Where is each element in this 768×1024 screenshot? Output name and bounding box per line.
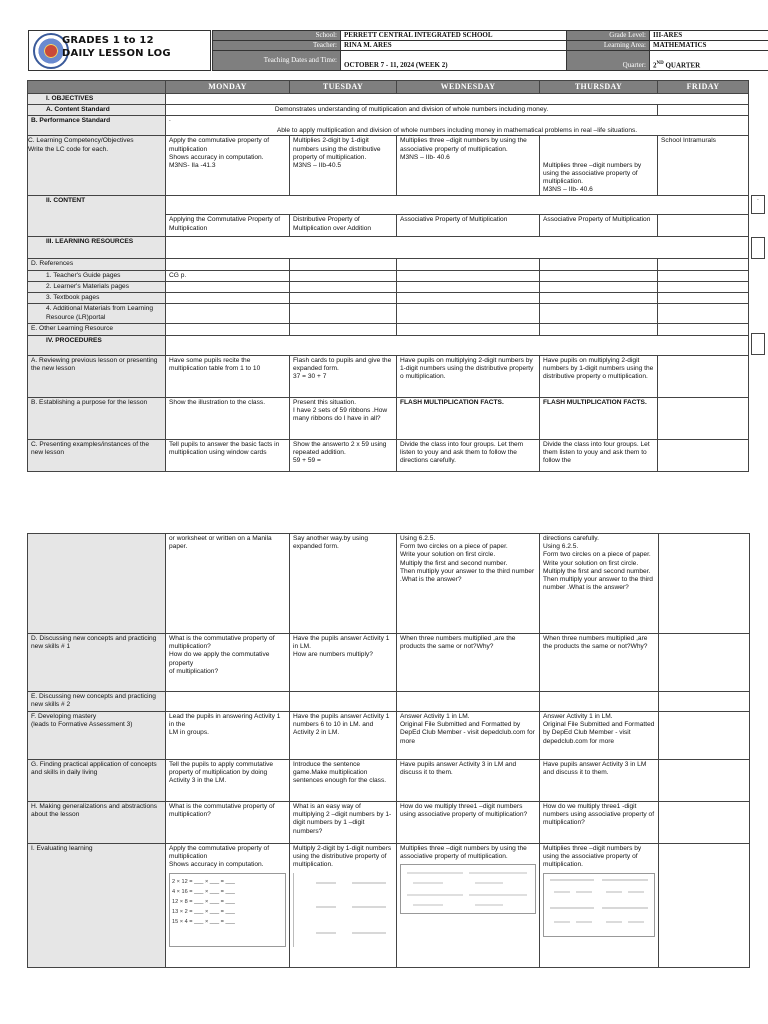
- quarter-suffix: ND: [656, 60, 664, 66]
- ref-mon: [166, 259, 290, 270]
- worksheet-item-5: 15 × 4 = ___ × ___ = ___: [172, 918, 235, 925]
- proc-a-friday: [658, 355, 749, 397]
- area-label: Learning Area:: [567, 41, 650, 51]
- proc-c-label: C. Presenting examples/instances of the new lesson: [28, 439, 166, 471]
- lm-label: 2. Learner's Materials pages: [28, 281, 166, 292]
- proc-c-wednesday: Divide the class into four groups. Let them listen to youy and ask them to follow the directions carefully.: [397, 439, 540, 471]
- proc-i-wednesday-text: Multiplies three –digit numbers by using the associative property of multiplication.: [400, 845, 527, 861]
- performance-standard-label: B. Performance Standard: [28, 116, 166, 136]
- proc-c-tuesday: Show the answerto 2 x 59 using repeated addition. 59 + 59 =: [290, 439, 397, 471]
- proc-g-monday: Tell the pupils to apply commutative property of multiplication by doing Activity 3 in the LM.: [166, 760, 290, 802]
- lm-mon: [166, 281, 290, 292]
- tb-fri: [658, 293, 749, 304]
- worksheet-wednesday-image: [400, 864, 536, 914]
- proc-d-friday: [659, 634, 750, 692]
- proc-i-monday-text: Apply the commutative property of multiplication Shows accuracy in computation.: [169, 845, 270, 869]
- proc-i-wednesday: [397, 844, 540, 968]
- lc-wednesday: Multiplies three –digit numbers by using the associative property of multiplication. M3NS – IIb- 40.6: [397, 136, 540, 196]
- day-wednesday: WEDNESDAY: [397, 81, 540, 94]
- proc-b-wednesday: FLASH MULTIPLICATION FACTS.: [397, 397, 540, 439]
- proc-i-label: I. Evaluating learning: [28, 844, 166, 968]
- proc-i-tuesday: [290, 844, 397, 968]
- lr-fri: [658, 304, 749, 324]
- ref-tue: [290, 259, 397, 270]
- proc-i-monday: [166, 844, 290, 968]
- proc-g-thursday: Have pupils answer Activity 3 in LM and discuss it to them.: [540, 760, 659, 802]
- proc-h-friday: [659, 802, 750, 844]
- or-wed: [397, 324, 540, 335]
- proc-g-friday: [659, 760, 750, 802]
- lm-fri: [658, 281, 749, 292]
- or-mon: [166, 324, 290, 335]
- proc-c-thursday: Divide the class into four groups. Let them listen to youy and ask them to follow the: [540, 439, 658, 471]
- worksheet-item-2: 4 × 16 = ___ × ___ = ___: [172, 888, 235, 895]
- content-standard: Demonstrates understanding of multiplication and division of whole numbers including money.: [166, 105, 658, 116]
- school-value: PERRETT CENTRAL INTEGRATED SCHOOL: [341, 31, 567, 41]
- resources-side-box: [751, 237, 765, 259]
- proc-g-wednesday: Have pupils answer Activity 3 in LM and discuss it to them.: [397, 760, 540, 802]
- lm-thu: [540, 281, 658, 292]
- lesson-table-page-1: [27, 80, 749, 472]
- ref-thu: [540, 259, 658, 270]
- e-fri: [659, 692, 750, 712]
- proc-c-cont-friday: [659, 534, 750, 634]
- proc-h-monday: What is the commutative property of multiplication?: [166, 802, 290, 844]
- dates-label: Teaching Dates and Time:: [213, 51, 341, 71]
- worksheet-wednesday-lines: [403, 867, 531, 911]
- worksheet-tuesday-lines: [296, 875, 388, 941]
- proc-f-wednesday: Answer Activity 1 in LM. Original File Submitted and Formatted by DepEd Club Member - visit depedclub.com for more: [397, 712, 540, 760]
- proc-f-tuesday: Have the pupils answer Activity 1 numbers 6 to 10 in LM. and Activity 2 in LM.: [290, 712, 397, 760]
- other-resource-label: E. Other Learning Resource: [28, 324, 166, 335]
- procedures-blank: [166, 335, 749, 355]
- tb-mon: [166, 293, 290, 304]
- e-mon: [166, 692, 290, 712]
- proc-d-thursday: When three numbers multiplied ,are the products the same or not?Why?: [540, 634, 659, 692]
- proc-i-thursday: [540, 844, 659, 968]
- proc-i-tuesday-text: Multiply 2-digit by 1-digit numbers using the distributive property of multiplication.: [293, 845, 392, 869]
- proc-b-thursday: FLASH MULTIPLICATION FACTS.: [540, 397, 658, 439]
- procedures-side-box: [751, 333, 765, 355]
- lc-tuesday: Multiplies 2-digit by 1-digit numbers using the distributive property of multiplication. M3NS – IIb-40.5: [290, 136, 397, 196]
- lr-wed: [397, 304, 540, 324]
- proc-b-label: B. Establishing a purpose for the lesson: [28, 397, 166, 439]
- content-friday: [658, 215, 749, 237]
- day-friday: FRIDAY: [658, 81, 749, 94]
- tg-monday: CG p.: [166, 270, 290, 281]
- proc-e-label: E. Discussing new concepts and practicing new skills # 2: [28, 692, 166, 712]
- or-fri: [658, 324, 749, 335]
- proc-a-monday: Have some pupils recite the multiplication table from 1 to 10: [166, 355, 290, 397]
- proc-g-label: G. Finding practical application of concepts and skills in daily living: [28, 760, 166, 802]
- proc-a-thursday: Have pupils on multiplying 2-digit numbers by 1-digit numbers using the distributive property o multiplication.: [540, 355, 658, 397]
- day-monday: MONDAY: [166, 81, 290, 94]
- content-tuesday: Distributive Property of Multiplication over Addition: [290, 215, 397, 237]
- proc-g-tuesday: Introduce the sentence game.Make multiplication sentences enough for the class.: [290, 760, 397, 802]
- proc-b-friday: [658, 397, 749, 439]
- worksheet-item-3: 12 × 8 = ___ × ___ = ___: [172, 898, 235, 905]
- grade-value: III-ARES: [650, 31, 768, 41]
- worksheet-item-1: 2 × 12 = ___ × ___ = ___: [172, 878, 235, 885]
- lm-wed: [397, 281, 540, 292]
- proc-f-thursday: Answer Activity 1 in LM. Original File Submitted and Formatted by DepEd Club Member - visit depedclub.com for more: [540, 712, 659, 760]
- proc-i-thursday-text: Multiplies three –digit numbers by using the associative property of multiplication.: [543, 845, 642, 869]
- tg-tue: [290, 270, 397, 281]
- title-dll: DAILY LESSON LOG: [62, 48, 171, 59]
- grade-label: Grade Level:: [567, 31, 650, 41]
- proc-h-tuesday: What is an easy way of multiplying 2 –digit numbers by 1-digit numbers by 1 –digit numbers?: [290, 802, 397, 844]
- proc-c-cont-tuesday: Say another way.by using expanded form.: [290, 534, 397, 634]
- ref-wed: [397, 259, 540, 270]
- proc-h-thursday: How do we multiply three1 -digit numbers using associative property of multiplication?: [540, 802, 659, 844]
- proc-a-label: A. Reviewing previous lesson or presenting the new lesson: [28, 355, 166, 397]
- resources-blank: [166, 237, 749, 259]
- proc-a-wednesday: Have pupils on multiplying 2-digit numbers by 1-digit numbers using the distributive property o multiplication.: [397, 355, 540, 397]
- proc-d-label: D. Discussing new concepts and practicing new skills # 1: [28, 634, 166, 692]
- corner-cell: [28, 81, 166, 94]
- proc-c-monday: Tell pupils to answer the basic facts in multiplication using window cards: [166, 439, 290, 471]
- objectives-heading: I. OBJECTIVES: [28, 94, 166, 105]
- lr-tue: [290, 304, 397, 324]
- proc-a-tuesday: Flash cards to pupils and give the expanded form. 37 = 30 + 7: [290, 355, 397, 397]
- or-tue: [290, 324, 397, 335]
- teacher-value: RINA M. ARES: [341, 41, 567, 51]
- performance-standard-text: Able to apply multiplication and division of whole numbers including money in mathematical problems in real –life situations.: [276, 126, 638, 134]
- lc-thursday: Multiplies three –digit numbers by using the associative property of multiplication. M3NS – IIb- 40.6: [540, 136, 658, 196]
- teacher-label: Teacher:: [213, 41, 341, 51]
- e-thu: [540, 692, 659, 712]
- content-heading: II. CONTENT: [28, 196, 166, 237]
- proc-d-monday: What is the commutative property of multiplication? How do we apply the commutative property of multiplication?: [166, 634, 290, 692]
- proc-b-monday: Show the illustration to the class.: [166, 397, 290, 439]
- lc-friday: School Intramurals: [658, 136, 749, 196]
- worksheet-monday: [169, 873, 286, 947]
- proc-f-monday: Lead the pupils in answering Activity 1 in the LM in groups.: [166, 712, 290, 760]
- proc-h-label: H. Making generalizations and abstractions about the lesson: [28, 802, 166, 844]
- worksheet-thursday-lines: [546, 876, 652, 934]
- lr-label: 4. Additional Materials from Learning Resource (LR)portal: [28, 304, 166, 324]
- references-label: D. References: [28, 259, 166, 270]
- title-grades: GRADES 1 to 12: [62, 35, 154, 46]
- tb-label: 3. Textbook pages: [28, 293, 166, 304]
- tg-fri: [658, 270, 749, 281]
- area-value: MATHEMATICS: [650, 41, 768, 51]
- proc-h-wednesday: How do we multiply three1 –digit numbers using associative property of multiplication?: [397, 802, 540, 844]
- content-wednesday: Associative Property of Multiplication: [397, 215, 540, 237]
- tg-thu: [540, 270, 658, 281]
- performance-standard-dot: .: [169, 116, 171, 124]
- title-box: [28, 30, 211, 71]
- content-standard-label: A. Content Standard: [28, 105, 166, 116]
- content-side-box: .: [751, 195, 765, 214]
- or-thu: [540, 324, 658, 335]
- quarter-label: Quarter:: [567, 51, 650, 71]
- worksheet-thursday-image: [543, 873, 655, 937]
- header-info-table: [212, 30, 768, 71]
- tg-wed: [397, 270, 540, 281]
- resources-heading: III. LEARNING RESOURCES: [28, 237, 166, 259]
- proc-f-friday: [659, 712, 750, 760]
- school-label: School:: [213, 31, 341, 41]
- e-tue: [290, 692, 397, 712]
- content-standard-friday: [658, 105, 749, 116]
- objectives-blank: [166, 94, 749, 105]
- proc-c-cont-label: [28, 534, 166, 634]
- proc-b-tuesday: Present this situation. I have 2 sets of 59 ribbons .How many ribbons do I have in all?: [290, 397, 397, 439]
- lc-label: C. Learning Competency/Objectives Write the LC code for each.: [28, 136, 166, 196]
- tb-tue: [290, 293, 397, 304]
- content-thursday: Associative Property of Multiplication: [540, 215, 658, 237]
- proc-f-label: F. Developing mastery (leads to Formative Assessment 3): [28, 712, 166, 760]
- ref-fri: [658, 259, 749, 270]
- proc-c-cont-monday: or worksheet or written on a Manila paper.: [166, 534, 290, 634]
- lm-tue: [290, 281, 397, 292]
- lesson-log-header: [28, 30, 768, 72]
- e-wed: [397, 692, 540, 712]
- lesson-table-page-2: [27, 533, 750, 968]
- proc-i-friday: [659, 844, 750, 968]
- proc-c-cont-thursday: directions carefully. Using 6.2.5. Form two circles on a piece of paper. Write your solution on first circle. Multiply the first and second number. Then multiply your answer to the third number .What is the answer?: [540, 534, 659, 634]
- lc-monday: Apply the commutative property of multiplication Shows accuracy in computation. M3NS- IIa -41.3: [166, 136, 290, 196]
- proc-d-tuesday: Have the pupils answer Activity 1 in LM. How are numbers multiply?: [290, 634, 397, 692]
- lr-thu: [540, 304, 658, 324]
- day-tuesday: TUESDAY: [290, 81, 397, 94]
- content-blank: [166, 196, 749, 215]
- content-monday: Applying the Commutative Property of Multiplication: [166, 215, 290, 237]
- day-thursday: THURSDAY: [540, 81, 658, 94]
- performance-standard: [166, 116, 749, 136]
- proc-d-wednesday: When three numbers multiplied ,are the products the same or not?Why?: [397, 634, 540, 692]
- worksheet-item-4: 13 × 2 = ___ × ___ = ___: [172, 908, 235, 915]
- tb-wed: [397, 293, 540, 304]
- tb-thu: [540, 293, 658, 304]
- procedures-heading: IV. PROCEDURES: [28, 335, 166, 355]
- proc-c-friday: [658, 439, 749, 471]
- tg-label: 1. Teacher's Guide pages: [28, 270, 166, 281]
- lr-mon: [166, 304, 290, 324]
- dates-value: OCTOBER 7 - 11, 2024 (WEEK 2): [341, 51, 567, 71]
- quarter-value: [650, 51, 768, 71]
- quarter-number: 2: [653, 61, 657, 70]
- worksheet-tuesday-image: [293, 873, 393, 947]
- proc-c-cont-wednesday: Using 6.2.5. Form two circles on a piece of paper. Write your solution on first circle. Multiply the first and second number. Then multiply your answer to the third number .What is the answer?: [397, 534, 540, 634]
- quarter-word: QUARTER: [665, 61, 701, 70]
